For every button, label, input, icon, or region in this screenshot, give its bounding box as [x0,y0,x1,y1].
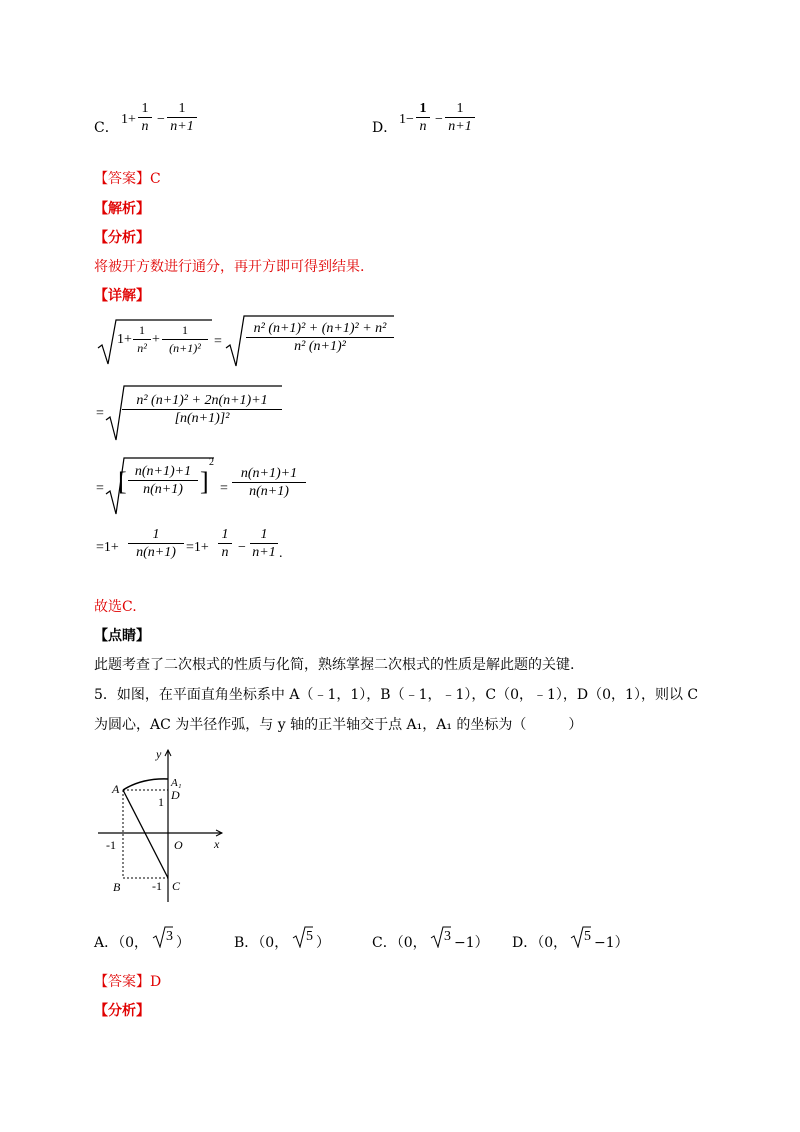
tick-neg-one-x-label: -1 [106,838,116,852]
option-d-label: D． [372,120,398,136]
option-d-frac2: $\frac{1}{n+1}$ [445,100,475,135]
arc [123,779,168,790]
q5-option-d-radicand: 5 [584,929,591,944]
analysis-heading: 【解析】 [94,201,150,217]
l4-frac-2: $\frac{1}{n}$ [218,526,232,561]
y-label: y [156,747,162,761]
conclusion: 故选C. [94,599,137,615]
option-d-term1: 1− [399,112,414,127]
l4-period: . [279,546,283,561]
coordinate-figure [94,744,244,906]
answer-5: 【答案】D [94,974,162,990]
detail-heading: 【详解】 [94,288,150,304]
q5-line1: 5．如图，在平面直角坐标系中 A（﹣1，1），B（﹣1，﹣1），C（0，﹣1），D（0，1），则以 C [94,687,699,703]
l1-right-frac: $\frac{\text{n² (n+1)² + (n+1)² + n²}}{\text{n² (n+1)²}}$ [246,320,394,355]
point-a1-label: A₁ [171,777,182,789]
point-d-label: D [171,788,180,802]
origin-label: O [174,838,183,852]
l1-equals: = [214,334,222,349]
q5-option-b-label: B．（0， [234,935,289,951]
fenxi-text: 将被开方数进行通分，再开方即可得到结果. [94,259,365,275]
option-d-frac1: $\frac{1}{n}$ [416,100,430,135]
l4-eq-one-plus: =1+ [96,540,119,555]
q5-option-a-radicand: 3 [166,929,173,944]
point-a-label: A [112,782,120,796]
l3-equals: = [96,481,104,496]
option-d-minus: − [435,112,443,127]
dianjing-text: 此题考查了二次根式的性质与化简，熟练掌握二次根式的性质是解此题的关键. [94,657,575,673]
q5-option-d-tail: −1） [594,935,629,951]
l3-equals-2: = [220,481,228,496]
l2-frac: $\frac{\text{n² (n+1)² + 2n(n+1)+1}}{\text{[n(n+1)]²}}$ [122,392,282,427]
answer-4: 【答案】C [94,171,161,187]
l4-frac-1: $\frac{1}{n(n+1)}$ [128,526,184,561]
l4-minus: − [238,540,246,555]
tick-one-label: 1 [158,795,164,809]
option-c-minus: − [157,112,165,127]
l4-frac-3: $\frac{1}{n+1}$ [250,526,278,561]
dianjing-heading: 【点睛】 [94,628,150,644]
l1-frac-b: $\frac{1}{\text{(n+1)²}}$ [162,322,208,357]
point-c-label: C [172,879,181,893]
q5-option-c-radicand: 3 [444,929,451,944]
q5-option-c-tail: −1） [454,935,489,951]
q5-option-a-label: A．（0， [94,935,149,951]
q5-line2: 为圆心，AC 为半径作弧，与 y 轴的正半轴交于点 A₁，A₁ 的坐标为（ ） [94,717,583,733]
l1-one-plus: 1+ [117,332,132,347]
l1-frac-a: $\frac{1}{\text{n²}}$ [133,322,151,357]
q5-option-b-radicand: 5 [306,929,313,944]
l3-bracket-left: [ [118,467,127,496]
l4-eq-one-plus-2: =1+ [186,540,209,555]
q5-option-b-tail: ） [316,935,330,951]
x-label: x [214,837,220,851]
q5-option-c-label: C．（0， [372,935,427,951]
l3-exponent: 2 [209,457,214,468]
l2-equals: = [96,406,104,421]
l3-right-frac: $\frac{n(n+1)+1}{n(n+1)}$ [232,465,306,500]
option-c-label: C． [94,120,119,136]
option-c-frac1: $\frac{1}{n}$ [138,100,152,135]
l3-bracket-right: ] [200,467,209,496]
tick-neg-one-y-label: -1 [152,879,162,893]
option-c-frac2: $\frac{1}{n+1}$ [167,100,197,135]
l3-inner-frac: $\frac{n(n+1)+1}{n(n+1)}$ [128,463,198,498]
q5-option-a-tail: ） [176,935,190,951]
option-c-term1: 1+ [121,112,136,127]
q5-option-d-label: D．（0， [512,935,568,951]
fenxi-heading: 【分析】 [94,230,150,246]
fenxi5-heading: 【分析】 [94,1003,150,1019]
l1-plus: + [152,332,160,347]
point-b-label: B [113,880,121,894]
